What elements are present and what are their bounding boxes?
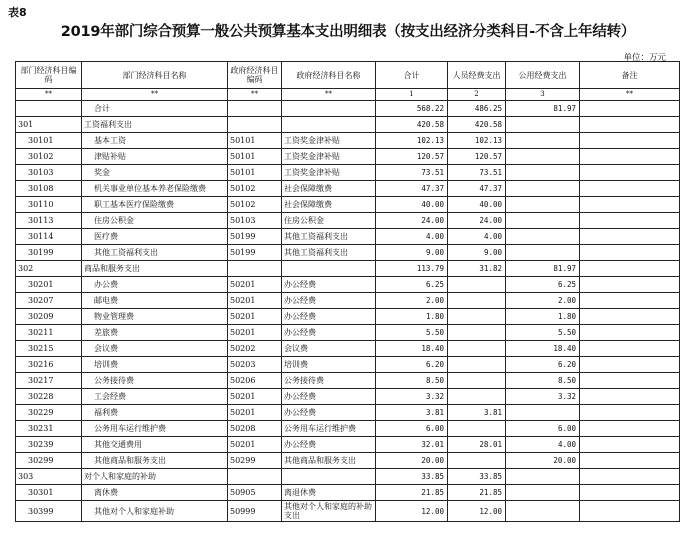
note-cell (580, 197, 680, 213)
gov-code-cell: 50203 (228, 357, 282, 373)
total-cell: 9.00 (376, 245, 448, 261)
gov-code-cell: 50201 (228, 437, 282, 453)
note-cell (580, 165, 680, 181)
total-cell: 40.00 (376, 197, 448, 213)
total-cell: 420.58 (376, 117, 448, 133)
gov-name-cell: 办公经费 (282, 309, 376, 325)
gov-code-cell: 50202 (228, 341, 282, 357)
public-cell: 6.20 (506, 357, 580, 373)
index-cell: 2 (448, 89, 506, 101)
note-cell (580, 389, 680, 405)
gov-name-cell: 办公经费 (282, 277, 376, 293)
note-cell (580, 405, 680, 421)
dept-name-cell: 职工基本医疗保险缴费 (82, 197, 228, 213)
table-row (16, 165, 680, 181)
total-cell: 1.80 (376, 309, 448, 325)
personnel-cell: 47.37 (448, 181, 506, 197)
dept-name-cell: 福利费 (82, 405, 228, 421)
col-header-total: 合计 (376, 62, 448, 89)
col-header-dept-name: 部门经济科目名称 (82, 62, 228, 89)
table-row (16, 277, 680, 293)
gov-code-cell: 50208 (228, 421, 282, 437)
public-cell (506, 405, 580, 421)
index-cell: ** (282, 89, 376, 101)
total-cell: 120.57 (376, 149, 448, 165)
public-cell: 81.97 (506, 101, 580, 117)
dept-name-cell: 住房公积金 (82, 213, 228, 229)
total-cell: 24.00 (376, 213, 448, 229)
gov-code-cell: 50101 (228, 133, 282, 149)
personnel-cell (448, 309, 506, 325)
public-cell (506, 181, 580, 197)
gov-code-cell: 50206 (228, 373, 282, 389)
personnel-cell (448, 341, 506, 357)
gov-name-cell: 其他对个人和家庭的补助支出 (282, 501, 376, 522)
public-cell: 81.97 (506, 261, 580, 277)
total-cell: 2.00 (376, 293, 448, 309)
gov-name-cell (282, 101, 376, 117)
note-cell (580, 357, 680, 373)
table-row (16, 325, 680, 341)
dept-code-cell: 30211 (16, 325, 82, 341)
dept-name-cell: 差旅费 (82, 325, 228, 341)
dept-name-cell: 培训费 (82, 357, 228, 373)
note-cell (580, 229, 680, 245)
table-row (16, 197, 680, 213)
gov-name-cell: 工资奖金津补贴 (282, 133, 376, 149)
page-title: 2019年部门综合预算一般公共预算基本支出明细表（按支出经济分类科目-不含上年结转） (60, 24, 636, 40)
dept-code-cell: 30108 (16, 181, 82, 197)
note-cell (580, 309, 680, 325)
total-cell: 20.00 (376, 453, 448, 469)
personnel-cell: 21.85 (448, 485, 506, 501)
total-cell: 6.20 (376, 357, 448, 373)
personnel-cell (448, 293, 506, 309)
dept-code-cell: 301 (16, 117, 82, 133)
gov-code-cell: 50199 (228, 229, 282, 245)
total-cell: 73.51 (376, 165, 448, 181)
gov-name-cell: 其他工资福利支出 (282, 245, 376, 261)
gov-name-cell: 会议费 (282, 341, 376, 357)
public-cell (506, 229, 580, 245)
dept-code-cell: 30110 (16, 197, 82, 213)
public-cell (506, 245, 580, 261)
public-cell (506, 165, 580, 181)
personnel-cell: 4.00 (448, 229, 506, 245)
dept-code-cell (16, 101, 82, 117)
public-cell: 6.00 (506, 421, 580, 437)
table-row (16, 213, 680, 229)
table-row (16, 373, 680, 389)
note-cell (580, 293, 680, 309)
col-header-dept-code: 部门经济科目编码 (16, 62, 82, 89)
personnel-cell: 120.57 (448, 149, 506, 165)
gov-code-cell: 50103 (228, 213, 282, 229)
table-row (16, 101, 680, 117)
gov-code-cell: 50999 (228, 501, 282, 522)
dept-name-cell: 会议费 (82, 341, 228, 357)
dept-name-cell: 其他工资福利支出 (82, 245, 228, 261)
table-row (16, 261, 680, 277)
total-cell: 3.81 (376, 405, 448, 421)
dept-code-cell: 30113 (16, 213, 82, 229)
dept-name-cell: 商品和服务支出 (82, 261, 228, 277)
public-cell (506, 197, 580, 213)
index-cell: 1 (376, 89, 448, 101)
total-cell: 21.85 (376, 485, 448, 501)
table-row (16, 293, 680, 309)
unit-label: 单位：万元 (623, 53, 666, 63)
dept-name-cell: 其他商品和服务支出 (82, 453, 228, 469)
dept-code-cell: 30228 (16, 389, 82, 405)
public-cell (506, 485, 580, 501)
total-cell: 568.22 (376, 101, 448, 117)
dept-code-cell: 30114 (16, 229, 82, 245)
note-cell (580, 341, 680, 357)
personnel-cell: 420.58 (448, 117, 506, 133)
personnel-cell: 12.00 (448, 501, 506, 522)
col-header-gov-code: 政府经济科目编码 (228, 62, 282, 89)
gov-code-cell: 50102 (228, 197, 282, 213)
gov-code-cell: 50201 (228, 325, 282, 341)
dept-name-cell: 工会经费 (82, 389, 228, 405)
index-cell: ** (228, 89, 282, 101)
dept-name-cell: 公务用车运行维护费 (82, 421, 228, 437)
gov-code-cell: 50201 (228, 405, 282, 421)
note-cell (580, 373, 680, 389)
gov-code-cell: 50201 (228, 293, 282, 309)
dept-name-cell: 对个人和家庭的补助 (82, 469, 228, 485)
personnel-cell: 33.85 (448, 469, 506, 485)
table-row (16, 437, 680, 453)
note-cell (580, 133, 680, 149)
personnel-cell: 24.00 (448, 213, 506, 229)
public-cell (506, 469, 580, 485)
table-body (16, 101, 680, 522)
total-cell: 6.00 (376, 421, 448, 437)
gov-name-cell: 工资奖金津补贴 (282, 149, 376, 165)
personnel-cell (448, 453, 506, 469)
note-cell (580, 245, 680, 261)
gov-code-cell (228, 101, 282, 117)
dept-code-cell: 30231 (16, 421, 82, 437)
public-cell: 20.00 (506, 453, 580, 469)
total-cell: 8.50 (376, 373, 448, 389)
total-cell: 32.01 (376, 437, 448, 453)
gov-code-cell: 50201 (228, 277, 282, 293)
gov-name-cell: 工资奖金津补贴 (282, 165, 376, 181)
table-row (16, 469, 680, 485)
table-row (16, 421, 680, 437)
note-cell (580, 213, 680, 229)
personnel-cell: 3.81 (448, 405, 506, 421)
table-row (16, 389, 680, 405)
total-cell: 12.00 (376, 501, 448, 522)
dept-code-cell: 30209 (16, 309, 82, 325)
col-header-personnel: 人员经费支出 (448, 62, 506, 89)
note-cell (580, 437, 680, 453)
table-row (16, 501, 680, 522)
note-cell (580, 501, 680, 522)
dept-code-cell: 30299 (16, 453, 82, 469)
note-cell (580, 453, 680, 469)
personnel-cell (448, 357, 506, 373)
dept-name-cell: 公务接待费 (82, 373, 228, 389)
dept-name-cell: 办公费 (82, 277, 228, 293)
gov-name-cell: 办公经费 (282, 389, 376, 405)
dept-name-cell: 邮电费 (82, 293, 228, 309)
total-cell: 47.37 (376, 181, 448, 197)
header-row (16, 62, 680, 89)
expenditure-table (15, 61, 680, 522)
dept-name-cell: 医疗费 (82, 229, 228, 245)
public-cell: 6.25 (506, 277, 580, 293)
dept-code-cell: 30201 (16, 277, 82, 293)
note-cell (580, 277, 680, 293)
dept-code-cell: 30217 (16, 373, 82, 389)
table-row (16, 117, 680, 133)
gov-name-cell: 其他工资福利支出 (282, 229, 376, 245)
public-cell: 3.32 (506, 389, 580, 405)
total-cell: 6.25 (376, 277, 448, 293)
gov-name-cell: 办公经费 (282, 405, 376, 421)
public-cell (506, 501, 580, 522)
public-cell: 1.80 (506, 309, 580, 325)
dept-name-cell: 离休费 (82, 485, 228, 501)
gov-name-cell: 办公经费 (282, 437, 376, 453)
gov-code-cell (228, 117, 282, 133)
dept-code-cell: 30239 (16, 437, 82, 453)
col-header-gov-name: 政府经济科目名称 (282, 62, 376, 89)
table-row (16, 133, 680, 149)
index-cell: ** (580, 89, 680, 101)
dept-name-cell: 津贴补贴 (82, 149, 228, 165)
dept-code-cell: 30215 (16, 341, 82, 357)
dept-code-cell: 30199 (16, 245, 82, 261)
note-cell (580, 485, 680, 501)
gov-name-cell: 住房公积金 (282, 213, 376, 229)
dept-code-cell: 303 (16, 469, 82, 485)
dept-code-cell: 30229 (16, 405, 82, 421)
gov-code-cell: 50101 (228, 165, 282, 181)
personnel-cell (448, 277, 506, 293)
table-row (16, 181, 680, 197)
note-cell (580, 117, 680, 133)
personnel-cell (448, 373, 506, 389)
table-row (16, 485, 680, 501)
public-cell (506, 117, 580, 133)
dept-name-cell: 工资福利支出 (82, 117, 228, 133)
gov-code-cell (228, 469, 282, 485)
gov-name-cell: 社会保障缴费 (282, 197, 376, 213)
dept-name-cell: 机关事业单位基本养老保险缴费 (82, 181, 228, 197)
note-cell (580, 149, 680, 165)
dept-code-cell: 30103 (16, 165, 82, 181)
index-row (16, 89, 680, 101)
col-header-public: 公用经费支出 (506, 62, 580, 89)
dept-name-cell: 奖金 (82, 165, 228, 181)
public-cell (506, 133, 580, 149)
gov-code-cell: 50905 (228, 485, 282, 501)
gov-code-cell: 50102 (228, 181, 282, 197)
total-cell: 3.32 (376, 389, 448, 405)
total-cell: 102.13 (376, 133, 448, 149)
gov-code-cell: 50199 (228, 245, 282, 261)
total-cell: 5.50 (376, 325, 448, 341)
public-cell (506, 149, 580, 165)
index-cell: 3 (506, 89, 580, 101)
personnel-cell: 486.25 (448, 101, 506, 117)
note-cell (580, 181, 680, 197)
gov-code-cell: 50299 (228, 453, 282, 469)
total-cell: 18.40 (376, 341, 448, 357)
public-cell: 2.00 (506, 293, 580, 309)
personnel-cell: 73.51 (448, 165, 506, 181)
gov-name-cell: 公务用车运行维护费 (282, 421, 376, 437)
dept-code-cell: 30101 (16, 133, 82, 149)
dept-name-cell: 基本工资 (82, 133, 228, 149)
gov-name-cell: 其他商品和服务支出 (282, 453, 376, 469)
personnel-cell (448, 421, 506, 437)
note-cell (580, 325, 680, 341)
personnel-cell: 102.13 (448, 133, 506, 149)
public-cell (506, 213, 580, 229)
gov-name-cell: 办公经费 (282, 325, 376, 341)
personnel-cell: 28.01 (448, 437, 506, 453)
note-cell (580, 101, 680, 117)
note-cell (580, 421, 680, 437)
gov-name-cell: 社会保障缴费 (282, 181, 376, 197)
table-row (16, 245, 680, 261)
table-row (16, 309, 680, 325)
dept-code-cell: 30207 (16, 293, 82, 309)
dept-code-cell: 302 (16, 261, 82, 277)
index-cell: ** (16, 89, 82, 101)
table-row (16, 453, 680, 469)
dept-name-cell: 合计 (82, 101, 228, 117)
gov-name-cell (282, 261, 376, 277)
personnel-cell: 40.00 (448, 197, 506, 213)
note-cell (580, 469, 680, 485)
table-row (16, 229, 680, 245)
gov-name-cell: 办公经费 (282, 293, 376, 309)
table-row (16, 149, 680, 165)
gov-name-cell (282, 469, 376, 485)
personnel-cell (448, 389, 506, 405)
total-cell: 4.00 (376, 229, 448, 245)
dept-code-cell: 30301 (16, 485, 82, 501)
col-header-note: 备注 (580, 62, 680, 89)
table-row (16, 357, 680, 373)
personnel-cell: 31.82 (448, 261, 506, 277)
dept-name-cell: 其他交通费用 (82, 437, 228, 453)
gov-name-cell: 离退休费 (282, 485, 376, 501)
dept-code-cell: 30102 (16, 149, 82, 165)
personnel-cell (448, 325, 506, 341)
total-cell: 33.85 (376, 469, 448, 485)
table-row (16, 341, 680, 357)
gov-name-cell: 公务接待费 (282, 373, 376, 389)
total-cell: 113.79 (376, 261, 448, 277)
public-cell: 8.50 (506, 373, 580, 389)
index-cell: ** (82, 89, 228, 101)
gov-code-cell: 50101 (228, 149, 282, 165)
public-cell: 4.00 (506, 437, 580, 453)
gov-name-cell (282, 117, 376, 133)
gov-name-cell: 培训费 (282, 357, 376, 373)
dept-code-cell: 30216 (16, 357, 82, 373)
dept-name-cell: 物业管理费 (82, 309, 228, 325)
dept-name-cell: 其他对个人和家庭补助 (82, 501, 228, 522)
public-cell: 18.40 (506, 341, 580, 357)
gov-code-cell (228, 261, 282, 277)
public-cell: 5.50 (506, 325, 580, 341)
gov-code-cell: 50201 (228, 309, 282, 325)
table-number: 表8 (8, 6, 27, 19)
note-cell (580, 261, 680, 277)
gov-code-cell: 50201 (228, 389, 282, 405)
dept-code-cell: 30399 (16, 501, 82, 522)
personnel-cell: 9.00 (448, 245, 506, 261)
table-row (16, 405, 680, 421)
